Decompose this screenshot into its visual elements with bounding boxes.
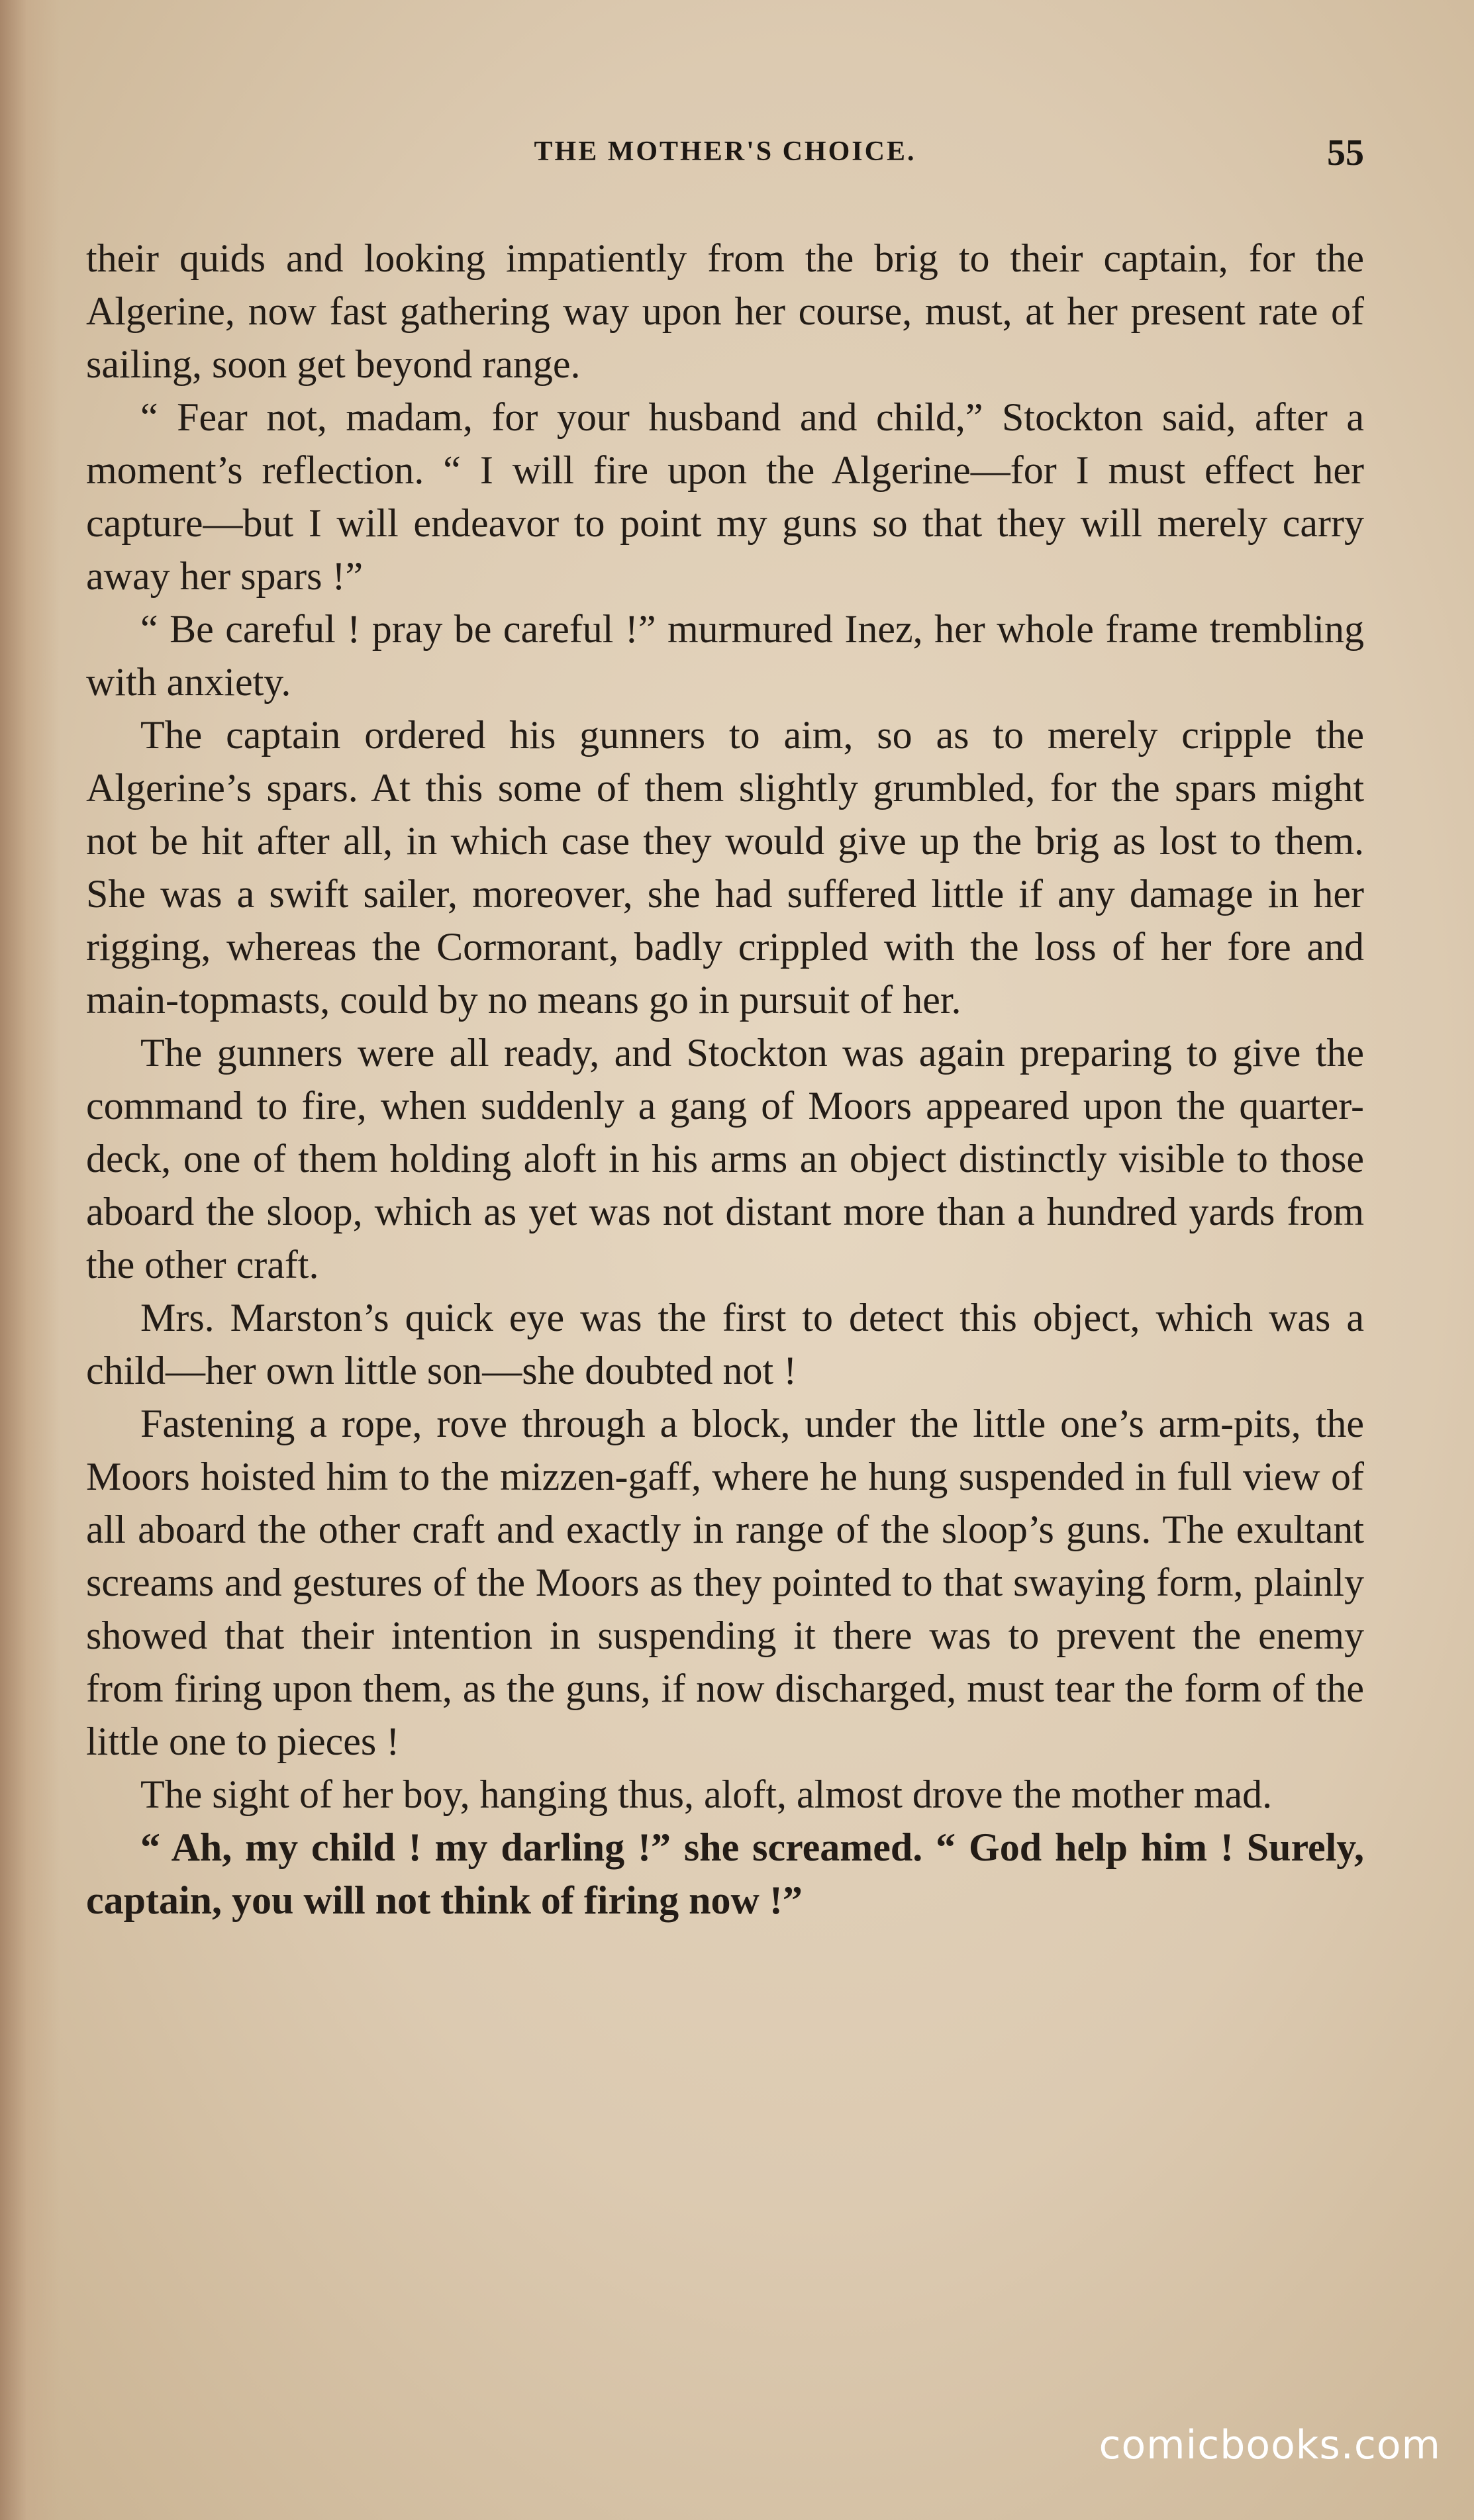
running-title: THE MOTHER'S CHOICE. [534, 136, 916, 167]
paragraph: Mrs. Marston’s quick eye was the first to detect this object, which was a child—her own little son—she doubted not ! [86, 1296, 1364, 1392]
page-gutter-shadow [0, 0, 60, 2520]
paragraph: The captain ordered his gunners to aim, so as to merely cripple the Algerine’s spars. At this some of them slightly grumbled, for the spars might not be hit after all, in which case they would give up the brig as lost to them. She was a swift sailer, moreover, she had suffered little if any damage in her rigging, whereas the Cormorant, badly crippled with the loss of her fore and main-topmasts, could by no means go in pursuit of her. [86, 713, 1364, 1022]
watermark: comicbooks.com [1099, 2422, 1441, 2468]
paragraph: “ Be careful ! pray be careful !” murmured Inez, her whole frame trembling with anxiety. [86, 607, 1364, 704]
paragraph: “ Fear not, madam, for your husband and child,” Stockton said, after a moment’s reflection. “ I will fire upon the Algerine—for I must effect her capture—but I will endeavor to point my guns so that they will merely carry away her spars !” [86, 395, 1364, 598]
paragraph: “ Ah, my child ! my darling !” she screamed. “ God help him ! Surely, captain, you will not think of firing now !” [86, 1825, 1364, 1922]
body-text [86, 232, 1364, 1927]
page-number: 55 [1327, 132, 1364, 173]
page-header [86, 132, 1364, 182]
paragraph: their quids and looking impatiently from the brig to their captain, for the Algerine, now fast gathering way upon her course, must, at her present rate of sailing, soon get beyond range. [86, 236, 1364, 386]
paragraph: The gunners were all ready, and Stockton was again preparing to give the command to fire, when suddenly a gang of Moors appeared upon the quarter-deck, one of them holding aloft in his arms an object distinctly visible to those aboard the sloop, which as yet was not distant more than a hundred yards from the other craft. [86, 1031, 1364, 1286]
paragraph: The sight of her boy, hanging thus, aloft, almost drove the mother mad. [140, 1772, 1273, 1816]
paragraph: Fastening a rope, rove through a block, under the little one’s arm-pits, the Moors hoisted him to the mizzen-gaff, where he hung suspended in full view of all aboard the other craft and exactly in range of the sloop’s guns. The exultant screams and gestures of the Moors as they pointed to that swaying form, plainly showed that their intention in suspending it there was to prevent the enemy from firing upon them, as the guns, if now discharged, must tear the form of the little one to pieces ! [86, 1402, 1364, 1763]
